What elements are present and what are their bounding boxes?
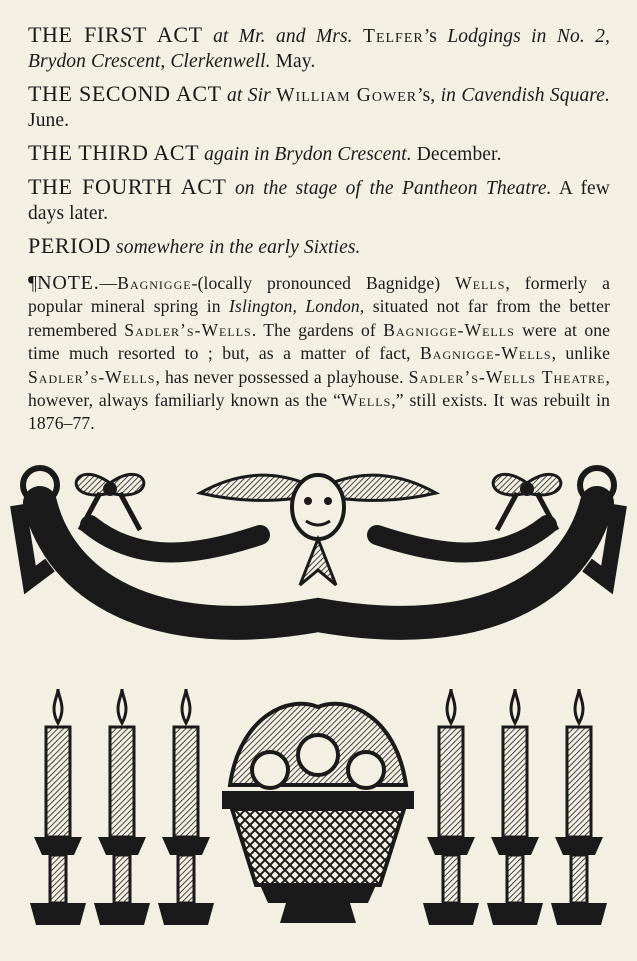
period-heading: PERIOD [28,233,112,258]
act-location: on the stage of the Pantheon Theatre. [234,178,552,199]
place-name: Sadler’s-Wells Theatre [408,366,606,387]
act-time: May. [275,51,316,72]
act-location: at Mr. and Mrs. [213,26,353,47]
act-time: A few days later. [28,178,610,224]
place-name: Bagnigge [117,273,192,293]
note-text: , unlike [551,343,611,364]
act-heading: THE SECOND ACT [28,81,222,106]
note-text: , however, always familiarly known as the “ [28,366,610,411]
character-name: William Gower [276,85,418,106]
place-name: Bagnigge-Wells [420,343,552,364]
possessive: ’s [423,26,437,47]
act-heading: THE FOURTH ACT [28,174,227,199]
note-text: -(locally pronounced Bagnidge) [191,273,441,293]
act-two-line [28,81,610,133]
act-location: Lodgings in No. 2, Brydon Crescent, Clerkenwell. [28,26,611,72]
period-text: somewhere in the early Sixties. [116,237,361,258]
act-one-line [28,22,610,74]
note-text: , has never possessed a playhouse. [155,366,404,387]
act-location: again in Brydon Crescent. [204,144,412,165]
act-time: December. [416,144,502,165]
act-time: June. [28,110,70,131]
character-name: Telfer [363,26,424,47]
note-text: situated not far from the better remembered [28,296,611,340]
place-italic: Islington, London, [229,296,365,317]
text-block [28,22,610,453]
act-heading: THE THIRD ACT [28,140,200,165]
note-text: . The gardens of [251,319,376,340]
period-line [28,233,610,260]
possessive: ’s, [417,85,436,106]
note-dash: — [99,273,118,293]
act-location: at Sir [227,85,271,106]
place-name: Wells [340,390,392,411]
place-name: Wells [455,273,506,293]
place-name: Sadler’s-Wells [28,366,156,387]
place-name: Bagnigge-Wells [383,319,515,340]
candle-row-right [423,689,607,925]
place-name: Sadler’s-Wells [124,319,252,340]
pilcrow-mark: ¶ [28,272,38,294]
fruit-basket [222,704,414,923]
note-text: ,” still exists. It was rebuilt in 1876–77. [28,390,610,434]
note-text: , formerly a popular mineral spring in [28,273,610,317]
act-heading: THE FIRST ACT [28,22,203,47]
note-text: were at one time much resorted to ; but, as a matter of fact, [28,319,611,364]
note-paragraph [28,272,610,436]
act-three-line [28,140,610,167]
act-location: in Cavendish Square. [440,85,610,106]
mask-ornament [200,475,436,585]
note-heading: NOTE. [37,272,100,294]
garland-candles-basket-illustration [0,445,637,961]
act-four-line [28,174,610,226]
woodcut-ornament [0,445,637,961]
candle-row-left [30,689,214,925]
